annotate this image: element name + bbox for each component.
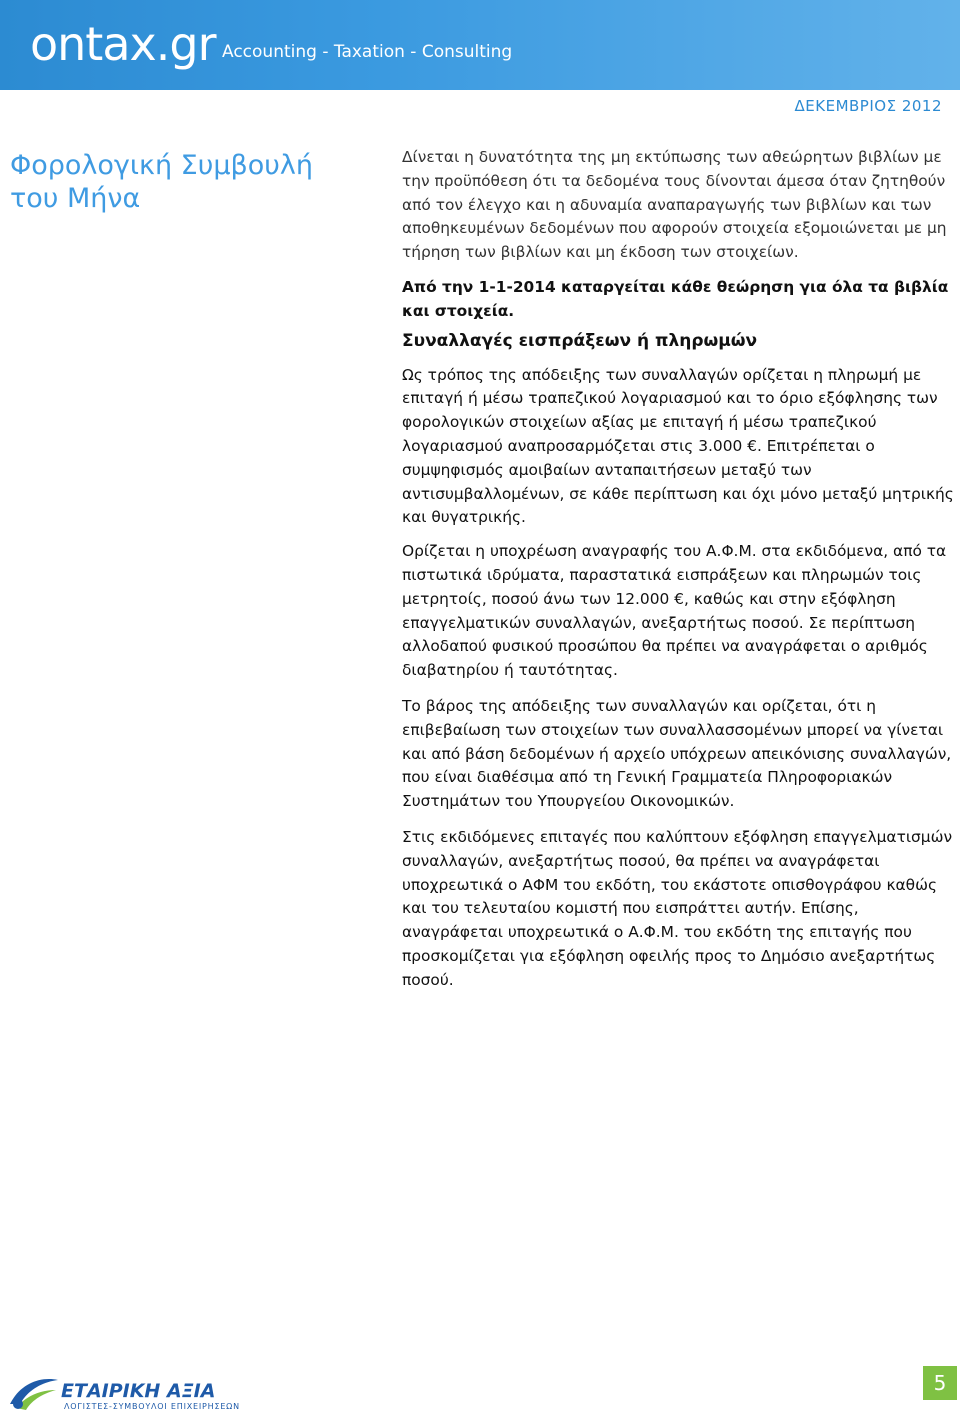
issue-date: ΔΕΚΕΜΒΡΙΟΣ 2012 bbox=[794, 97, 942, 115]
section-title-line-1: Φορολογική Συμβουλή bbox=[10, 150, 313, 181]
paragraph-burden-of-proof: Το βάρος της απόδειξης των συναλλαγών και ορίζεται, ότι η επιβεβαίωση των στοιχείων των συναλλασσομένων μπορεί να γίνεται και από βάση δεδομένων ή αρχείο υπόχρεων απεικόνισης συναλλαγών, που είναι διαθέσιμα από τη Γενική Γραμματεία Πληροφοριακών Συστημάτων του Υπουργείου Οικονομικών. bbox=[402, 696, 952, 811]
section-title-line-2: του Μήνα bbox=[10, 183, 141, 214]
paragraph-cheques: Στις εκδιδόμενες επιταγές που καλύπτουν εξόφληση επαγγελματισμών συναλλαγών, ανεξαρτήτως ποσού, θα πρέπει να αναγράφεται υποχρεωτικά ο ΑΦΜ του εκδότη, του εκάστοτε οπισθογράφου καθώς και του τελευταίου κομιστή που εισπράττει αυτήν. Επίσης, αναγράφεται υποχρεωτικά ο Α.Φ.Μ. του εκδότη της επιταγής που προσκομίζεται για εξόφληση οφειλής προς το Δημόσιο ανεξαρτήτως ποσού. bbox=[402, 827, 953, 989]
paragraph-unprinted-books: Δίνεται η δυνατότητα της μη εκτύπωσης των αθεώρητων βιβλίων με την προϋπόθεση ότι τα δεδομένα τους δίνονται άμεσα όταν ζητηθούν από τον έλεγχο και η αδυναμία αναπαραγωγής των βιβλίων και των αποθηκευμένων δεδομένων που αφορούν στοιχεία εξομοιώνεται με μη τήρηση των βιβλίων και μη έκδοση των στοιχείων. bbox=[402, 148, 947, 262]
paragraph-payment-proof: Ως τρόπος της απόδειξης των συναλλαγών ορίζεται η πληρωμή με επιταγή ή μέσω τραπεζικού λογαριασμού και το όριο εξόφλησης των φορολογικών στοιχείων αξίας με επιταγή ή μέσω τραπεζικού λογαριασμού αναπροσαρμόζεται στις 3.000 €. Επιτρέπεται ο συμψηφισμός αμοιβαίων ανταπαιτήσεων μεταξύ των αντισυμβαλλομένων, σε κάθε περίπτωση και όχι μόνο μεταξύ μητρικής και θυγατρικής. bbox=[402, 365, 954, 527]
section-heading-transactions: Συναλλαγές εισπράξεων ή πληρωμών bbox=[402, 330, 758, 351]
company-subtitle: ΛΟΓΙΣΤΕΣ-ΣΥΜΒΟΥΛΟΙ ΕΠΙΧΕΙΡΗΣΕΩΝ bbox=[64, 1402, 240, 1411]
swoosh-icon bbox=[6, 1374, 62, 1414]
company-name: ΕΤΑΙΡΙΚΗ ΑΞΙΑ bbox=[61, 1380, 216, 1402]
header-banner bbox=[0, 0, 960, 90]
company-logo bbox=[6, 1374, 240, 1414]
page-number: 5 bbox=[923, 1366, 957, 1400]
section-title bbox=[10, 149, 350, 215]
paragraph-abolition-notice: Από την 1-1-2014 καταργείται κάθε θεώρηση για όλα τα βιβλία και στοιχεία. bbox=[402, 277, 949, 320]
article-body bbox=[402, 146, 958, 993]
paragraph-tax-id-obligation: Ορίζεται η υποχρέωση αναγραφής του Α.Φ.Μ. στα εκδιδόμενα, από τα πιστωτικά ιδρύματα, παραστατικά εισπράξεων και πληρωμών τοις μετρητοίς, ποσού άνω των 12.000 €, καθώς και στην εξόφληση επαγγελματικών συναλλαγών, ανεξαρτήτως ποσού. Σε περίπτωση αλλοδαπού φυσικού προσώπου θα πρέπει να αναγράφεται ο αριθμός διαβατηρίου ή ταυτότητας. bbox=[402, 542, 947, 680]
site-tagline: Accounting - Taxation - Consulting bbox=[222, 42, 513, 62]
site-logo[interactable]: ontax.gr bbox=[30, 17, 216, 71]
